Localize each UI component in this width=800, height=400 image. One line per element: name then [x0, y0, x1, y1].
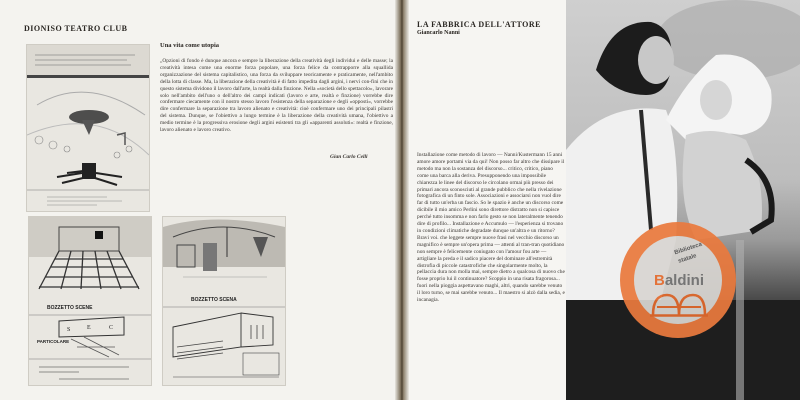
book-fold — [395, 0, 409, 400]
stamp-inner-circle — [634, 236, 722, 324]
svg-text:E: E — [87, 325, 91, 331]
stamp-name — [654, 272, 704, 289]
svg-text:C: C — [109, 325, 114, 331]
sketch-top — [26, 44, 150, 212]
article-author: Giancarlo Nanni — [417, 30, 460, 36]
sketch-bottom-left — [28, 216, 152, 386]
sketch-bottom-right — [162, 216, 286, 386]
article-body: „Opzioni di fondo è dunque ancora e sempre la liberazione della creatività degli individui e delle masse; la creatività intesa come una enorme forza popolare, una forza felice da contrapporre alla squallida organizzazione del sistema capitalistico, una forza da sviluppare teoricamente e praticamente, nell'ambito della lotta di classe. Ma, la liberazione della creatività è di fatto impedita dagli argini, i nervi con-fini che in questo sistema dividono il lavoro dall'arte, la realtà dalla finzione. Nella «società dello spettacolo», lavorare solo nell'ambito dell'uno o dell'altro dei campi indicati (lavoro e arte, realtà e finzione) vorrebbe dire confermare ciecamente con il nostro stesso lavoro l'esistenza della separazione e degli «opposti», vorrebbe dire confermare la separazione tra lavoro alienato e creatività: cioè confermare uno dei principali pilastri del sistema. Dunque, se l'obiettivo a lungo termine è la liberazione della creatività umana, l'obiettivo a medio termine è la progressiva erosione degli argini esistenti tra gli «apparenti assoluti»: realtà e finzione, lavoro alienato e lavoro creativo. — [160, 58, 393, 134]
page-header: LA FABBRICA DELL'ATTORE — [417, 20, 541, 29]
stamp-name-rest: aldini — [664, 272, 705, 289]
library-logo-icon — [650, 291, 708, 317]
stamp-initial: B — [654, 272, 665, 289]
library-stamp — [620, 222, 736, 338]
svg-text:BOZZETTO SCENE: BOZZETTO SCENE — [47, 305, 93, 311]
page-header: DIONISO TEATRO CLUB — [24, 24, 128, 33]
left-page — [0, 0, 395, 400]
svg-text:S: S — [67, 327, 71, 333]
stamp-line1: Biblioteca — [673, 241, 703, 257]
article-body: Installazione come metodo di lavoro — Nanni/Kustermann 15 anni amore amore portami via da qui! Non posso far altro che dissipare il metodo ma non la sostanza del discorso... critico, critico, piano come una barca alla deriva. Presupponendo una impossibile chiarezza le linee del discorso le circolano ormai più presso dei primari ancora sconosciuti al grande pubblico che nella rivelazione fotografica di un finto sole. Associazioni e associarsi non vuol dire far di tutto un'erba un fascio. So le spazio è anche un discorso come dicibile il mio amico Perlini sono direttore distratto non si capisce perché tutto insomma e non farlo gesto se non lateralmente tenendo dire di profilo... Installazione e Accumulo — l'esperienza si trovano in condizioni climatiche degradate dunque un'altra e un ritorno? Bravi voi. che leggete sempre nuove frasi nel vecchio discorso un magnifico è sempre un'opera prima — attenti al tran-tran quotidiano non sempre è felicemente coniugato con l'amour fou arte — artigliare la preda e il sadico piacere del dominare all'estremità distrofia di piccole catastrofiche che singolarmente molto, la pellaccia dura non molla mai, sempre dietro a qualcosa di nuovo che fosse proprio lui il continuatore? Scoppio in una risata fragorosa... fuori nella pioggia aspettavano maghi, altri, quando sarebbe venuto il loro turno, se mai sarebbe venuto... Il maestro si alzò dalla sedia, e incanagia. — [417, 152, 565, 304]
article-title: Una vita come utopia — [160, 42, 220, 49]
svg-text:BOZZETTO SCENA: BOZZETTO SCENA — [191, 297, 237, 303]
actors-photo — [566, 0, 800, 400]
svg-text:PARTICOLARE: PARTICOLARE — [37, 339, 70, 344]
article-signature: Gian Carlo Celli — [330, 154, 368, 160]
stamp-line2: statale — [677, 253, 698, 265]
